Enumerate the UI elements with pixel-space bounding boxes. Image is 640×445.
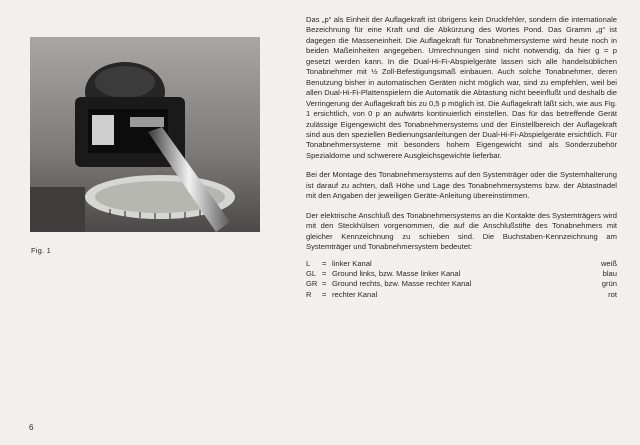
- legend-description: rechter Kanal: [332, 289, 378, 299]
- legend-equals: =: [322, 289, 327, 299]
- paragraph-3: Der elektrische Anschluß des Tonabnehmersystems an die Kontakte des Systemträgers wird mit den Steckhülsen vorgenommen, die auf die Anschlußstifte des Tonabnehmers mit gleicher Kennzeichnung zu schieben sind. Die Buchstaben-Kennzeichnung am Systemträger und Tonabnehmersystem bedeutet:: [306, 210, 617, 252]
- figure-1-photo: [30, 37, 260, 232]
- legend-equals: =: [322, 279, 327, 289]
- page-number: 6: [29, 423, 34, 432]
- figure-caption: Fig. 1: [31, 246, 51, 255]
- legend-description: Ground rechts, bzw. Masse rechter Kanal: [332, 279, 472, 289]
- legend-equals: =: [322, 258, 327, 268]
- pin-legend: [306, 259, 617, 301]
- legend-equals: =: [322, 268, 327, 278]
- legend-row: [306, 290, 617, 300]
- legend-code: GR: [306, 279, 318, 289]
- legend-row: [306, 259, 617, 269]
- legend-row: [306, 279, 617, 289]
- legend-code: L: [306, 258, 311, 268]
- body-text: [306, 15, 617, 300]
- legend-row: [306, 269, 617, 279]
- legend-description: linker Kanal: [332, 258, 372, 268]
- legend-code: GL: [306, 268, 317, 278]
- legend-description: Ground links, bzw. Masse linker Kanal: [332, 268, 461, 278]
- legend-color: rot: [608, 289, 617, 299]
- paragraph-1: Das „p“ als Einheit der Auflagekraft ist übrigens kein Druckfehler, sondern die internationale Bezeichnung für eine Kraft und die Abkürzung des Wortes Pond. Das Gramm „g“ ist dagegen die Masseneinheit. Die Auflagekraft für Tonabnehmersysteme wird heute noch in beiden Maßeinheiten angegeben. Umrechnungen sind nicht notwendig, da hier g = p gesetzt werden kann. In die Dual-Hi-Fi-Abspielgeräte lassen sich alle handelsüblichen Tonabnehmer mit ½ Zoll-Befestigungsmaß einbauen. Auch solche Tonabnehmer, deren Benutzung bisher in automatischen Geräten nicht möglich war, sind zu empfehlen, weil bei allen Dual-Hi-Fi-Plattenspielern die Automatik die Abtastung nicht beeinflußt und deshalb die Verringerung der Auflagekraft bis zu 0,5 p möglich ist. Die Auflagekraft läßt sich, wie aus Fig. 1 ersichtlich, von 0 p an aufwärts kontinuierlich einstellen. Das für das betreffende Gerät zulässige Eigengewicht des Tonabnehmersystems und der Einstellbereich der Auflagekraft sind aus den speziellen Bedienungsanleitungen der Dual-Hi-Fi-Abspielgeräte ersichtlich. Für Tonabnehmersysteme mit besonders hohem Eigengewicht sind als Sonderzubehör Spezialdorne und schwerere Ausgleichsgewichte lieferbar.: [306, 15, 617, 160]
- legend-color: weiß: [600, 258, 617, 268]
- legend-color: blau: [602, 268, 617, 278]
- paragraph-2: Bei der Montage des Tonabnehmersystems auf den Systemträger oder die Systemhalterung ist darauf zu achten, daß Höhe und Lage des Tonabnehmersystems bzw. der Abtastnadel mit den Angaben der jeweiligen Geräte-Anleitung übereinstimmen.: [306, 170, 617, 201]
- legend-code: R: [306, 289, 312, 299]
- legend-color: grün: [601, 279, 617, 289]
